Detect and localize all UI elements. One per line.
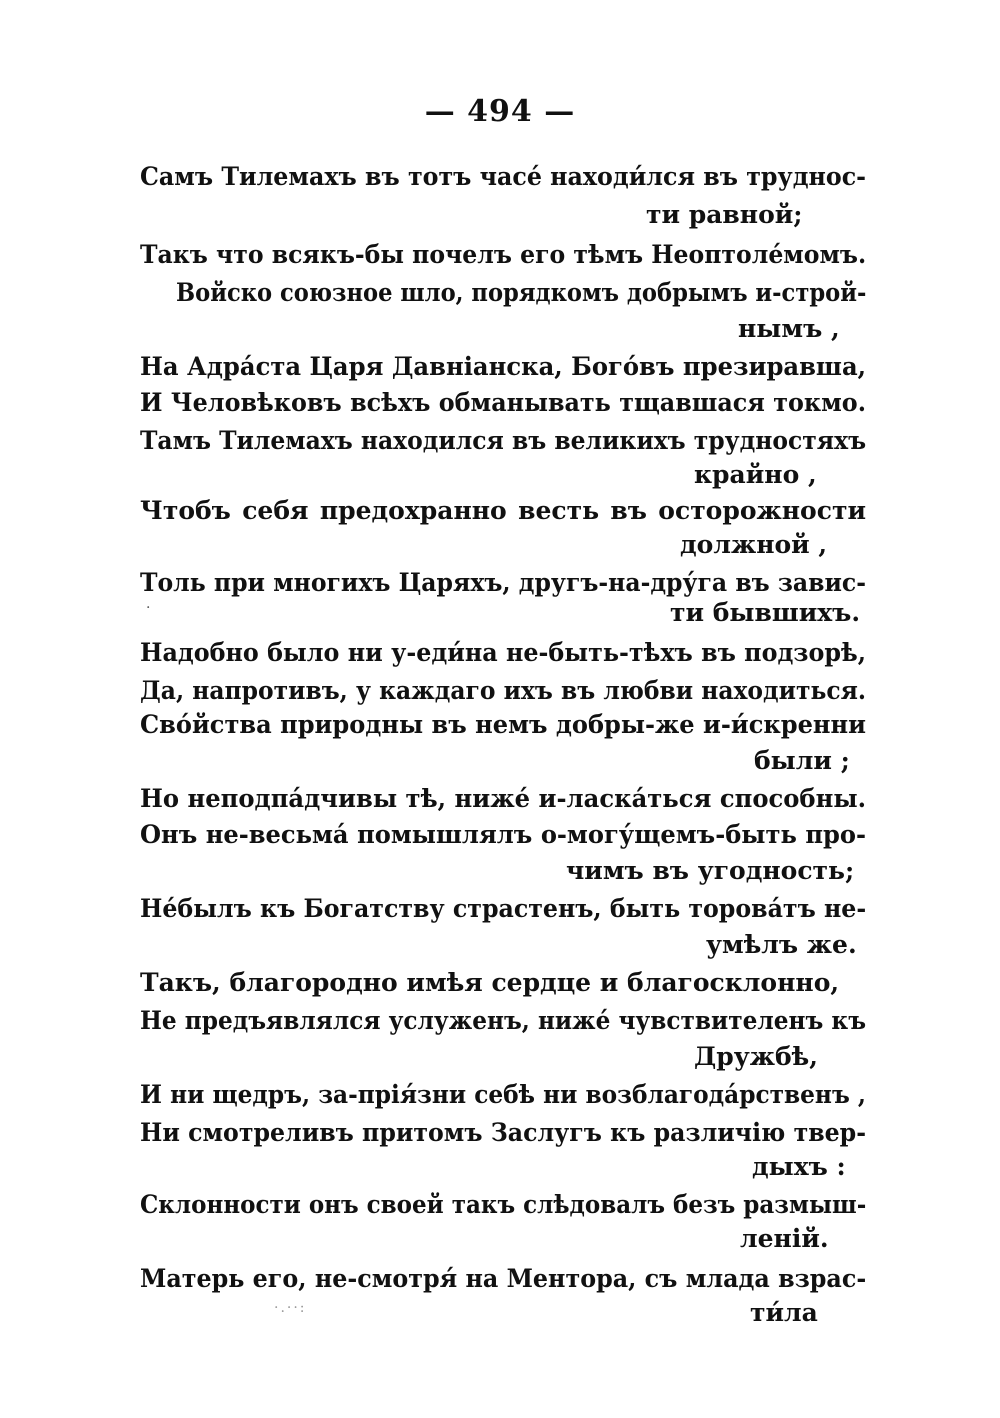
text-line-continuation: ти́ла [750, 1298, 818, 1327]
text-line: И Человѣковъ всѣхъ обманывать тщавшася токмо. [140, 388, 866, 417]
text-line: Чтобъ себя предохранно весть въ осторожности [140, 496, 866, 525]
text-line: Войско союзное шло, порядкомъ добрымъ и-строй- [176, 278, 867, 307]
text-line: На Адра́ста Царя Давніанска, Бого́въ презиравша, [140, 352, 867, 381]
text-line-continuation: крайно , [694, 460, 817, 489]
stray-mark: ·.··: [274, 1300, 307, 1316]
text-line: Такъ что всякъ-бы почелъ его тѣмъ Неоптоле́момъ. [140, 240, 867, 269]
text-line-continuation: чимъ въ угодность; [566, 856, 855, 885]
text-line-continuation: леній. [740, 1224, 829, 1253]
text-line: И ни щедръ, за-прія́зни себѣ ни возблагода́рственъ , [140, 1080, 866, 1109]
text-line-continuation: умѣлъ же. [706, 930, 857, 959]
text-line: Онъ не-весьма́ помышлялъ о-могу́щемъ-быть про- [140, 820, 866, 849]
text-line: Да, напротивъ, у каждаго ихъ въ любви находиться. [140, 676, 866, 705]
text-line-continuation: нымъ , [738, 314, 840, 343]
text-line: Сво́йства природны въ немъ добры-же и-и́скренни [140, 710, 866, 739]
text-line-continuation: дыхъ : [752, 1152, 846, 1181]
text-line: Тамъ Тилемахъ находился въ великихъ трудностяхъ [140, 426, 867, 455]
text-line-continuation: были ; [754, 746, 850, 775]
text-line: Не́былъ къ Богатству страстенъ, быть торова́тъ не- [140, 894, 867, 923]
text-line-continuation: ти равной; [646, 200, 803, 229]
text-line: Самъ Тилемахъ въ тотъ часе́ находи́лся въ труднос- [140, 162, 866, 191]
text-line: Не предъявлялся услуженъ, ниже́ чувствителенъ къ [140, 1006, 866, 1035]
text-line: Такъ, благородно имѣя сердце и благосклонно, [140, 968, 840, 997]
text-line-continuation: ти бывшихъ. [670, 598, 861, 627]
text-line: Но неподпа́дчивы тѣ, ниже́ и-ласка́ться способны. [140, 784, 867, 813]
text-line: Склонности онъ своей такъ слѣдовалъ безъ размыш- [140, 1190, 867, 1219]
text-line-continuation: должной , [680, 530, 828, 559]
text-line: Толь при многихъ Царяхъ, другъ-на-дру́га въ завис- [140, 568, 866, 597]
text-line: Ни смотреливъ притомъ Заслугъ къ различію твер- [140, 1118, 866, 1147]
text-line: Надобно было ни у-еди́на не-быть-тѣхъ въ подзорѣ, [140, 638, 866, 667]
text-line: Матерь его, не-смотря́ на Ментора, съ млада взрас- [140, 1264, 867, 1293]
page-number: — 494 — [424, 94, 576, 129]
text-line-continuation: Дружбѣ, [694, 1042, 818, 1071]
stray-mark: · [146, 600, 151, 616]
